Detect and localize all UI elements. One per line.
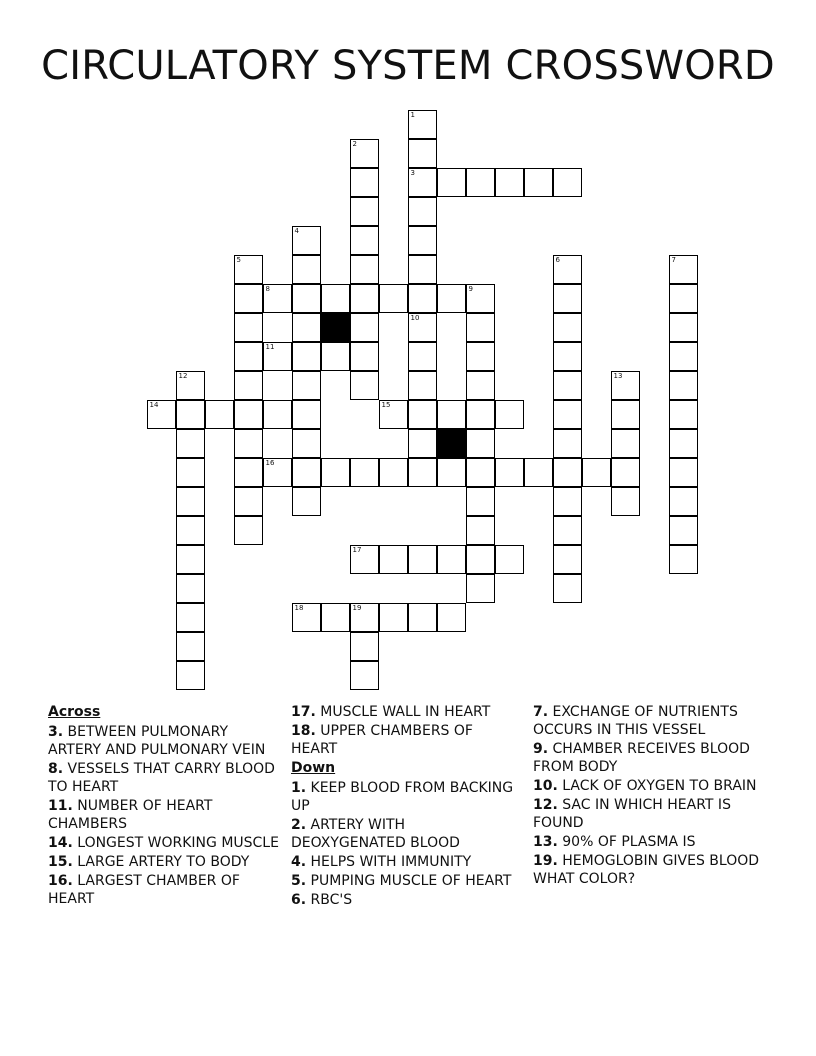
clue-number: 13	[613, 372, 623, 380]
clue-text: LONGEST WORKING MUSCLE	[77, 835, 279, 851]
answer-cell[interactable]	[437, 603, 466, 632]
clue-text: NUMBER OF HEART CHAMBERS	[48, 798, 213, 832]
clues-column-2	[291, 703, 523, 910]
answer-cell[interactable]	[379, 545, 408, 574]
clue-text: HEMOGLOBIN GIVES BLOOD WHAT COLOR?	[533, 853, 760, 887]
answer-cell[interactable]	[437, 545, 466, 574]
clue-number: 10	[410, 314, 420, 322]
answer-cell[interactable]	[350, 371, 379, 400]
clue-text: LARGEST CHAMBER OF HEART	[48, 873, 240, 907]
answer-cell[interactable]	[234, 255, 263, 284]
answer-cell[interactable]	[292, 487, 321, 516]
clue-number: 15	[381, 401, 391, 409]
answer-cell[interactable]	[669, 371, 698, 400]
answer-cell[interactable]	[379, 603, 408, 632]
answer-cell[interactable]	[205, 400, 234, 429]
answer-cell[interactable]	[234, 342, 263, 371]
answer-cell[interactable]	[292, 603, 321, 632]
answer-cell[interactable]	[234, 458, 263, 487]
answer-cell[interactable]	[669, 400, 698, 429]
clue-text: MUSCLE WALL IN HEART	[320, 704, 491, 720]
clue-number: 11	[265, 343, 275, 351]
answer-cell[interactable]	[669, 342, 698, 371]
answer-cell[interactable]	[379, 284, 408, 313]
clue-item	[533, 833, 765, 851]
answer-cell[interactable]	[408, 429, 437, 458]
answer-cell[interactable]	[669, 545, 698, 574]
answer-cell[interactable]	[466, 574, 495, 603]
answer-cell[interactable]	[292, 313, 321, 342]
clue-number: 7	[671, 256, 676, 264]
clue-number-label: 1.	[291, 780, 307, 796]
answer-cell[interactable]	[466, 313, 495, 342]
clue-item	[533, 740, 765, 776]
clue-text: BETWEEN PULMONARY ARTERY AND PULMONARY VEIN	[48, 724, 266, 758]
clue-text: PUMPING MUSCLE OF HEART	[310, 873, 512, 889]
clue-number-label: 11.	[48, 798, 73, 814]
across-clue-list-continued	[291, 703, 523, 758]
answer-cell[interactable]	[379, 458, 408, 487]
answer-cell[interactable]	[669, 255, 698, 284]
clue-number-label: 7.	[533, 704, 549, 720]
answer-cell[interactable]	[669, 516, 698, 545]
clue-number-label: 12.	[533, 797, 558, 813]
answer-cell[interactable]	[350, 545, 379, 574]
answer-cell[interactable]	[408, 284, 437, 313]
page-title: CIRCULATORY SYSTEM CROSSWORD	[41, 43, 775, 89]
answer-cell[interactable]	[495, 545, 524, 574]
answer-cell[interactable]	[553, 429, 582, 458]
answer-cell[interactable]	[350, 168, 379, 197]
answer-cell[interactable]	[263, 342, 292, 371]
answer-cell[interactable]	[176, 400, 205, 429]
answer-cell[interactable]	[321, 603, 350, 632]
clue-text: ARTERY WITH DEOXYGENATED BLOOD	[291, 817, 460, 851]
answer-cell[interactable]	[379, 400, 408, 429]
answer-cell[interactable]	[234, 371, 263, 400]
clue-text: LARGE ARTERY TO BODY	[77, 854, 250, 870]
clue-text: UPPER CHAMBERS OF HEART	[291, 723, 473, 757]
clue-item	[48, 723, 280, 759]
answer-cell[interactable]	[147, 400, 176, 429]
answer-cell[interactable]	[524, 168, 553, 197]
clue-item	[291, 816, 523, 852]
clue-item	[291, 891, 523, 909]
answer-cell[interactable]	[408, 313, 437, 342]
answer-cell[interactable]	[176, 516, 205, 545]
answer-cell[interactable]	[350, 197, 379, 226]
answer-cell[interactable]	[234, 516, 263, 545]
answer-cell[interactable]	[408, 603, 437, 632]
answer-cell[interactable]	[669, 487, 698, 516]
answer-cell[interactable]	[176, 545, 205, 574]
clue-number-label: 4.	[291, 854, 307, 870]
clue-text: 90% OF PLASMA IS	[562, 834, 696, 850]
clue-item	[533, 777, 765, 795]
clue-number: 8	[265, 285, 270, 293]
clue-item	[291, 722, 523, 758]
answer-cell[interactable]	[350, 661, 379, 690]
answer-cell[interactable]	[553, 400, 582, 429]
clue-number-label: 3.	[48, 724, 64, 740]
answer-cell[interactable]	[350, 284, 379, 313]
clue-item	[48, 834, 280, 852]
clue-number-label: 9.	[533, 741, 549, 757]
answer-cell[interactable]	[350, 458, 379, 487]
black-cell	[437, 429, 466, 458]
clue-item	[291, 703, 523, 721]
clue-number: 9	[468, 285, 473, 293]
clue-item	[291, 872, 523, 890]
answer-cell[interactable]	[669, 313, 698, 342]
clue-number-label: 14.	[48, 835, 73, 851]
clue-number-label: 10.	[533, 778, 558, 794]
answer-cell[interactable]	[553, 342, 582, 371]
answer-cell[interactable]	[408, 458, 437, 487]
answer-cell[interactable]	[350, 313, 379, 342]
clue-number-label: 2.	[291, 817, 307, 833]
clue-item	[533, 852, 765, 888]
answer-cell[interactable]	[466, 400, 495, 429]
answer-cell[interactable]	[292, 255, 321, 284]
clue-number-label: 13.	[533, 834, 558, 850]
answer-cell[interactable]	[408, 110, 437, 139]
answer-cell[interactable]	[495, 458, 524, 487]
answer-cell[interactable]	[408, 545, 437, 574]
clue-number-label: 19.	[533, 853, 558, 869]
answer-cell[interactable]	[466, 429, 495, 458]
clue-number: 19	[352, 604, 362, 612]
clue-number: 12	[178, 372, 188, 380]
clue-number: 17	[352, 546, 362, 554]
answer-cell[interactable]	[553, 574, 582, 603]
answer-cell[interactable]	[176, 371, 205, 400]
answer-cell[interactable]	[553, 545, 582, 574]
answer-cell[interactable]	[350, 603, 379, 632]
clue-text: CHAMBER RECEIVES BLOOD FROM BODY	[533, 741, 750, 775]
clue-text: SAC IN WHICH HEART IS FOUND	[533, 797, 731, 831]
clue-number: 14	[149, 401, 159, 409]
answer-cell[interactable]	[408, 371, 437, 400]
answer-cell[interactable]	[495, 168, 524, 197]
clue-number-label: 18.	[291, 723, 316, 739]
clue-item	[48, 853, 280, 871]
answer-cell[interactable]	[408, 342, 437, 371]
answer-cell[interactable]	[466, 545, 495, 574]
clue-number: 6	[555, 256, 560, 264]
answer-cell[interactable]	[350, 342, 379, 371]
answer-cell[interactable]	[176, 603, 205, 632]
answer-cell[interactable]	[263, 458, 292, 487]
answer-cell[interactable]	[292, 226, 321, 255]
clue-number-label: 6.	[291, 892, 307, 908]
answer-cell[interactable]	[524, 458, 553, 487]
answer-cell[interactable]	[669, 284, 698, 313]
clue-item	[48, 872, 280, 908]
clue-number: 5	[236, 256, 241, 264]
answer-cell[interactable]	[176, 574, 205, 603]
answer-cell[interactable]	[437, 284, 466, 313]
answer-cell[interactable]	[292, 371, 321, 400]
answer-cell[interactable]	[553, 313, 582, 342]
answer-cell[interactable]	[611, 458, 640, 487]
clue-number-label: 17.	[291, 704, 316, 720]
clue-item	[48, 797, 280, 833]
answer-cell[interactable]	[321, 342, 350, 371]
clues-column-1	[48, 703, 280, 909]
answer-cell[interactable]	[408, 168, 437, 197]
answer-cell[interactable]	[553, 168, 582, 197]
answer-cell[interactable]	[321, 458, 350, 487]
answer-cell[interactable]	[263, 284, 292, 313]
answer-cell[interactable]	[292, 458, 321, 487]
across-header: Across	[48, 704, 101, 720]
down-header: Down	[291, 760, 336, 776]
answer-cell[interactable]	[466, 168, 495, 197]
answer-cell[interactable]	[611, 400, 640, 429]
answer-cell[interactable]	[176, 429, 205, 458]
answer-cell[interactable]	[611, 487, 640, 516]
clue-text: KEEP BLOOD FROM BACKING UP	[291, 780, 514, 814]
answer-cell[interactable]	[408, 139, 437, 168]
answer-cell[interactable]	[234, 400, 263, 429]
answer-cell[interactable]	[292, 400, 321, 429]
clue-number-label: 8.	[48, 761, 64, 777]
black-cell	[321, 313, 350, 342]
answer-cell[interactable]	[292, 284, 321, 313]
answer-cell[interactable]	[408, 255, 437, 284]
clue-number: 18	[294, 604, 304, 612]
clue-number: 1	[410, 111, 415, 119]
answer-cell[interactable]	[350, 226, 379, 255]
clue-number-label: 16.	[48, 873, 73, 889]
answer-cell[interactable]	[669, 429, 698, 458]
answer-cell[interactable]	[234, 429, 263, 458]
clues-column-3	[533, 703, 765, 889]
answer-cell[interactable]	[466, 516, 495, 545]
answer-cell[interactable]	[350, 632, 379, 661]
clue-number: 2	[352, 140, 357, 148]
answer-cell[interactable]	[408, 226, 437, 255]
answer-cell[interactable]	[176, 487, 205, 516]
answer-cell[interactable]	[437, 168, 466, 197]
answer-cell[interactable]	[466, 284, 495, 313]
answer-cell[interactable]	[437, 400, 466, 429]
answer-cell[interactable]	[292, 342, 321, 371]
answer-cell[interactable]	[495, 400, 524, 429]
answer-cell[interactable]	[466, 371, 495, 400]
answer-cell[interactable]	[321, 284, 350, 313]
clue-text: VESSELS THAT CARRY BLOOD TO HEART	[48, 761, 275, 795]
answer-cell[interactable]	[176, 661, 205, 690]
answer-cell[interactable]	[553, 371, 582, 400]
clue-number-label: 5.	[291, 873, 307, 889]
answer-cell[interactable]	[350, 255, 379, 284]
answer-cell[interactable]	[234, 284, 263, 313]
answer-cell[interactable]	[582, 458, 611, 487]
answer-cell[interactable]	[553, 487, 582, 516]
answer-cell[interactable]	[466, 458, 495, 487]
answer-cell[interactable]	[553, 284, 582, 313]
answer-cell[interactable]	[553, 458, 582, 487]
answer-cell[interactable]	[234, 313, 263, 342]
answer-cell[interactable]	[466, 342, 495, 371]
down-clue-list	[291, 779, 523, 909]
clue-item	[48, 760, 280, 796]
clue-text: HELPS WITH IMMUNITY	[310, 854, 472, 870]
down-clue-list-continued	[533, 703, 765, 888]
clue-number: 4	[294, 227, 299, 235]
across-clue-list	[48, 723, 280, 908]
answer-cell[interactable]	[408, 400, 437, 429]
clue-text: EXCHANGE OF NUTRIENTS OCCURS IN THIS VESSEL	[533, 704, 738, 738]
answer-cell[interactable]	[408, 197, 437, 226]
answer-cell[interactable]	[176, 458, 205, 487]
answer-cell[interactable]	[176, 632, 205, 661]
clue-item	[291, 779, 523, 815]
clue-number-label: 15.	[48, 854, 73, 870]
answer-cell[interactable]	[611, 429, 640, 458]
clue-text: LACK OF OXYGEN TO BRAIN	[562, 778, 757, 794]
clue-item	[533, 796, 765, 832]
answer-cell[interactable]	[611, 371, 640, 400]
answer-cell[interactable]	[234, 487, 263, 516]
clue-number: 3	[410, 169, 415, 177]
clue-item	[533, 703, 765, 739]
answer-cell[interactable]	[553, 516, 582, 545]
answer-cell[interactable]	[292, 429, 321, 458]
clue-item	[291, 853, 523, 871]
answer-cell[interactable]	[669, 458, 698, 487]
clue-number: 16	[265, 459, 275, 467]
answer-cell[interactable]	[263, 400, 292, 429]
answer-cell[interactable]	[437, 458, 466, 487]
answer-cell[interactable]	[466, 487, 495, 516]
answer-cell[interactable]	[350, 139, 379, 168]
clue-text: RBC'S	[310, 892, 353, 908]
answer-cell[interactable]	[553, 255, 582, 284]
